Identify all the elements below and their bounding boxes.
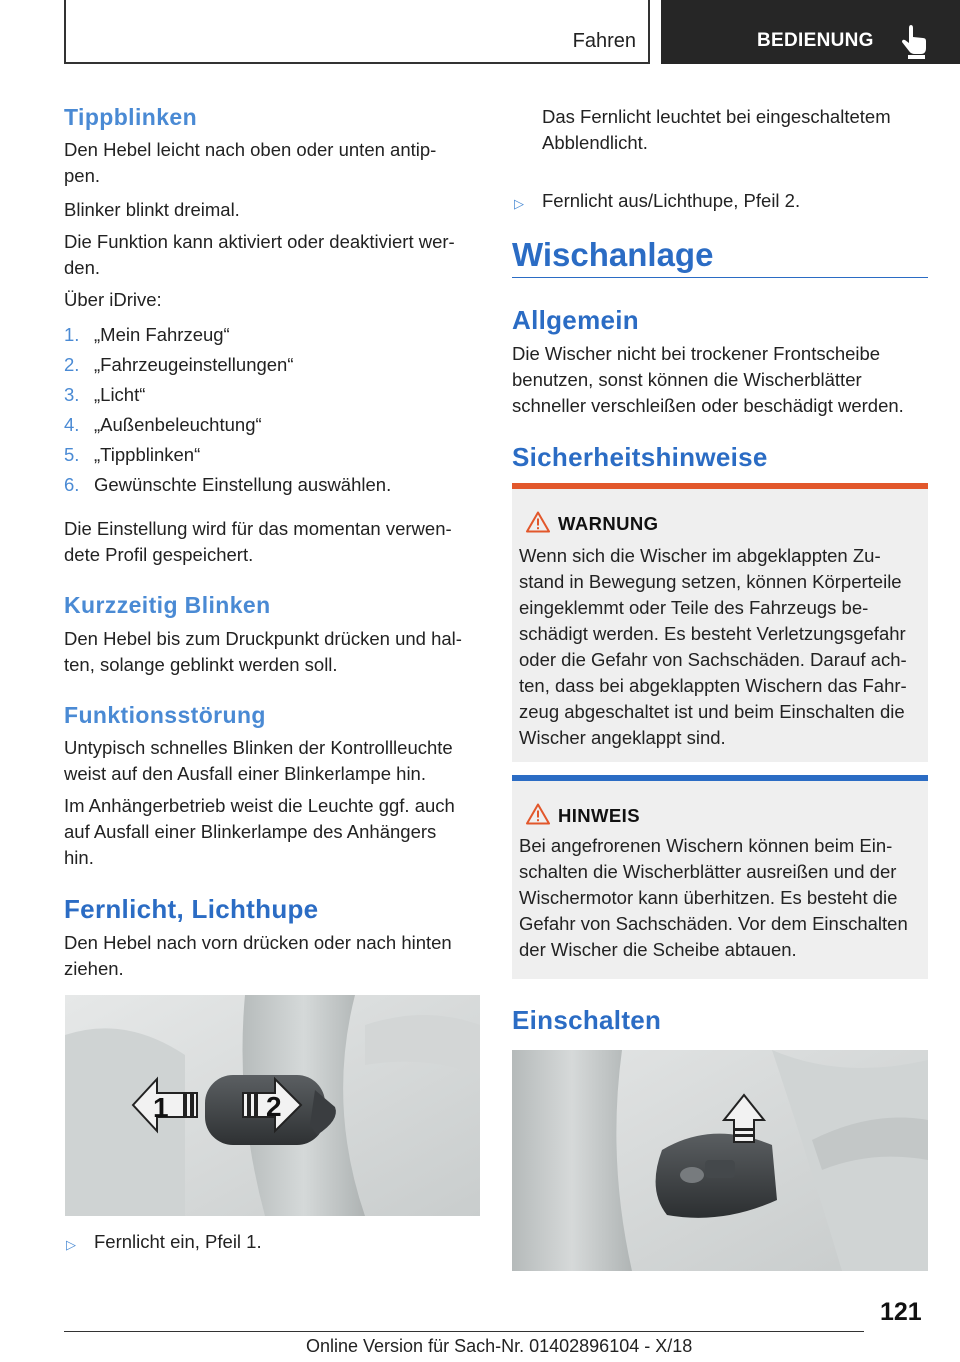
text-line: pen. xyxy=(64,165,101,186)
notice-bar xyxy=(512,775,928,781)
heading-einschalten: Einschalten xyxy=(512,1005,662,1035)
header-section-box xyxy=(64,0,650,64)
heading-sicherheitshinweise: Sicherheitshinweise xyxy=(512,442,768,472)
text-line: der Wischer die Scheibe abtauen. xyxy=(519,939,797,960)
heading-funktionsstoerung: Funktionsstörung xyxy=(64,702,266,728)
text-line: schneller verschleißen oder beschädigt werden. xyxy=(512,395,904,416)
text-line: Den Hebel nach vorn drücken oder nach hinten xyxy=(64,932,452,953)
notice-label: HINWEIS xyxy=(558,805,640,826)
bullet-text: Fernlicht aus/Lichthupe, Pfeil 2. xyxy=(542,190,801,211)
heading-wischanlage: Wischanlage xyxy=(512,236,714,273)
heading-kurzzeitig-blinken: Kurzzeitig Blinken xyxy=(64,592,271,618)
text-line: benutzen, sonst können die Wischerblätter xyxy=(512,369,862,390)
list-item xyxy=(64,350,480,380)
text-line: Wischermotor kann überhitzen. Es besteht die xyxy=(519,887,898,908)
step-number: 3. xyxy=(64,384,80,405)
list-item xyxy=(64,440,480,470)
text-line: zeug abgeschaltet ist und beim Einschalten die xyxy=(519,701,905,722)
text-line: eingeklemmt oder Teile des Fahrzeugs be- xyxy=(519,597,869,618)
warning-triangle-icon xyxy=(526,511,550,533)
step-number: 4. xyxy=(64,414,80,435)
text-line: Die Wischer nicht bei trockener Frontscheibe xyxy=(512,343,881,364)
text-line: dete Profil gespeichert. xyxy=(64,544,254,565)
list-item xyxy=(64,410,480,440)
bullet-fernlicht-ein xyxy=(64,1229,480,1255)
list-item xyxy=(64,380,480,410)
tippblinken-text-3 xyxy=(64,229,480,281)
text-line: stand in Bewegung setzen, können Körperteile xyxy=(519,571,902,592)
arrow-2-label: 2 xyxy=(266,1091,282,1122)
fernlicht-continued-text xyxy=(512,104,928,156)
wiper-lever-drawing xyxy=(512,1050,928,1271)
page-number: 121 xyxy=(880,1298,922,1326)
idrive-steps-list xyxy=(64,320,480,500)
footer-online-version: Online Version für Sach-Nr. 01402896104 - X/18 xyxy=(306,1336,693,1356)
lever-illustration-drawing xyxy=(65,995,480,1216)
allgemein-text xyxy=(512,341,928,419)
step-text: „Fahrzeugeinstellungen“ xyxy=(94,354,294,375)
text-line: ten, dass bei abgeklappten Wischern das Fahr- xyxy=(519,675,907,696)
warning-bar xyxy=(512,483,928,489)
notice-triangle-icon xyxy=(526,803,550,825)
triangle-bullet-icon: ▷ xyxy=(514,196,524,211)
stoerung-text-2 xyxy=(64,793,480,871)
notice-text xyxy=(519,833,922,963)
warning-text xyxy=(519,543,922,751)
list-item xyxy=(64,320,480,350)
tippblinken-text-5 xyxy=(64,516,480,568)
tippblinken-text-4: Über iDrive: xyxy=(64,289,162,310)
text-line: schädigt werden. Es besteht Verletzungsgefahr xyxy=(519,623,906,644)
bullet-text: Fernlicht ein, Pfeil 1. xyxy=(94,1231,262,1252)
wiper-lever-illustration xyxy=(512,1050,928,1271)
heading-fernlicht: Fernlicht, Lichthupe xyxy=(64,894,319,924)
text-line: Abblendlicht. xyxy=(542,132,648,153)
lever-illustration xyxy=(65,995,480,1216)
header-section-title: Fahren xyxy=(572,30,636,52)
text-line: Wenn sich die Wischer im abgeklappten Zu- xyxy=(519,545,881,566)
section-rule xyxy=(512,277,928,278)
text-line: Den Hebel bis zum Druckpunkt drücken und hal- xyxy=(64,628,462,649)
text-line: den. xyxy=(64,257,101,278)
text-line: Im Anhängerbetrieb weist die Leuchte ggf. auch xyxy=(64,795,455,816)
triangle-bullet-icon: ▷ xyxy=(66,1237,76,1252)
text-line: Gefahr von Sachschäden. Vor dem Einschalten xyxy=(519,913,908,934)
warning-label: WARNUNG xyxy=(558,513,659,534)
text-line: Die Einstellung wird für das momentan verwen- xyxy=(64,518,452,539)
text-line: Das Fernlicht leuchtet bei eingeschaltetem xyxy=(542,106,891,127)
text-line: schalten die Wischerblätter ausreißen und der xyxy=(519,861,897,882)
header-chapter-tab xyxy=(661,0,960,64)
heading-allgemein: Allgemein xyxy=(512,305,639,335)
step-text: „Außenbeleuchtung“ xyxy=(94,414,262,435)
step-text: „Licht“ xyxy=(94,384,146,405)
fernlicht-text xyxy=(64,930,480,982)
text-line: Die Funktion kann aktiviert oder deaktiviert wer- xyxy=(64,231,455,252)
tippblinken-text-1 xyxy=(64,137,480,189)
text-line: Wischer angeklappt sind. xyxy=(519,727,726,748)
footer-rule xyxy=(64,1331,864,1332)
text-line: weist auf den Ausfall einer Blinkerlampe hin. xyxy=(64,763,426,784)
hand-pointer-icon xyxy=(896,24,932,60)
tippblinken-text-2: Blinker blinkt dreimal. xyxy=(64,199,240,220)
text-line: auf Ausfall einer Blinkerlampe des Anhängers xyxy=(64,821,437,842)
warning-box xyxy=(512,483,928,762)
step-text: Gewünschte Einstellung auswählen. xyxy=(94,474,392,495)
step-number: 1. xyxy=(64,324,80,345)
notice-box xyxy=(512,775,928,979)
text-line: Untypisch schnelles Blinken der Kontrollleuchte xyxy=(64,737,453,758)
step-number: 6. xyxy=(64,474,80,495)
bullet-fernlicht-aus xyxy=(512,188,928,214)
header-chapter-label: BEDIENUNG xyxy=(757,30,874,51)
text-line: oder die Gefahr von Sachschäden. Darauf ach- xyxy=(519,649,907,670)
text-line: ziehen. xyxy=(64,958,124,979)
step-number: 2. xyxy=(64,354,80,375)
step-number: 5. xyxy=(64,444,80,465)
step-text: „Tippblinken“ xyxy=(94,444,201,465)
text-line: Den Hebel leicht nach oben oder unten antip- xyxy=(64,139,437,160)
heading-tippblinken: Tippblinken xyxy=(64,104,198,130)
arrow-1-label: 1 xyxy=(153,1092,169,1123)
list-item xyxy=(64,470,480,500)
text-line: hin. xyxy=(64,847,94,868)
text-line: ten, solange geblinkt werden soll. xyxy=(64,654,338,675)
text-line: Bei angefrorenen Wischern können beim Ein- xyxy=(519,835,893,856)
kurzzeitig-text xyxy=(64,626,480,678)
step-text: „Mein Fahrzeug“ xyxy=(94,324,230,345)
stoerung-text-1 xyxy=(64,735,480,787)
